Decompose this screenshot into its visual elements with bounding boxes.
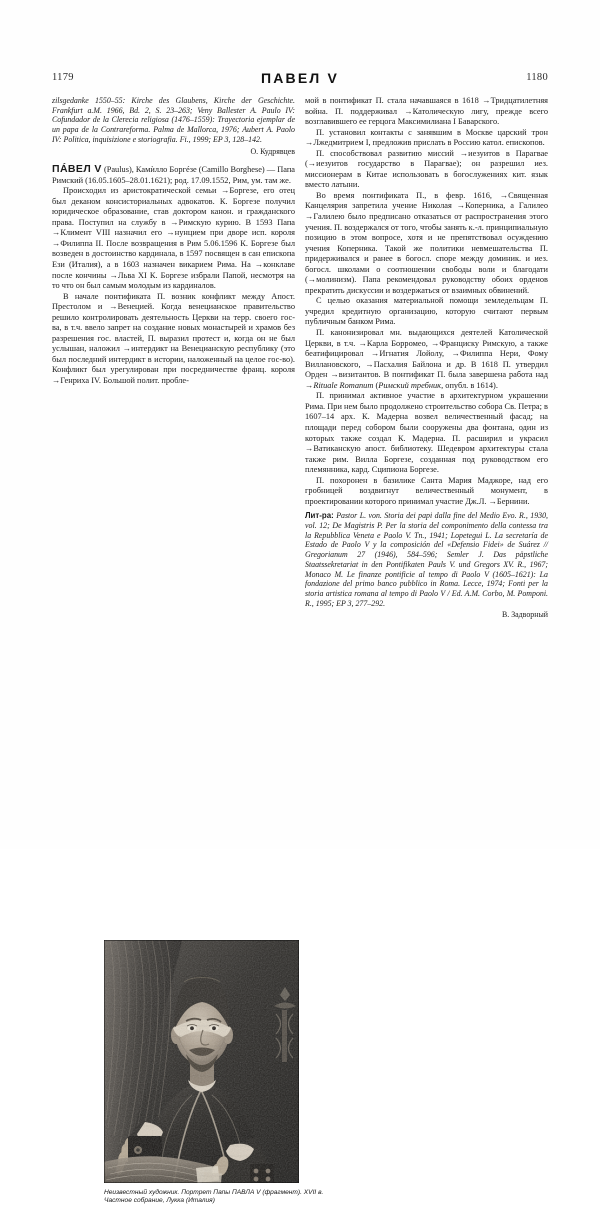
entry-lemma: ПÁВЕЛ V bbox=[52, 163, 102, 176]
previous-entry-signature: О. Кудрявцев bbox=[250, 146, 295, 156]
entry-heading-paragraph bbox=[52, 164, 295, 186]
figure-caption: Неизвестный художник. Портрет Папы ПАВЛА V (фрагмент). XVII в. Частное собрание, Лукка (Италия) bbox=[104, 1189, 324, 1205]
right-column bbox=[305, 96, 548, 621]
portrait-figure bbox=[104, 940, 324, 1206]
canonizations-text-post: , опубл. в 1614). bbox=[441, 380, 498, 390]
right-paragraph-5: С целью оказания материальной помощи земледельцам П. учредил кредитную организацию, которую считают первым публичным банком Рима. bbox=[305, 296, 548, 327]
right-paragraph-burial: П. похоронен в базилике Санта Мария Маджоре, над его гробницей воздвигнут величественный монумент, в проектировании которого принимал участие Дж.Л. →Бернини. bbox=[305, 475, 548, 506]
folio-number-right: 1180 bbox=[526, 72, 548, 83]
bibliography-text: Pastor L. von. Storia dei papi dalla fine del Medio Evo. R., 1930, vol. 12; De Magistris P. Per la storia del componimento della contessa tra la Repubblica Veneta e Paolo V. Tn., 1941; Lopetegui L. La secretaría de Estado de Paolo V y la composición del «Defensio Fidei» de Suárez // Gregorianum 27 (1946), 584–596; Semler J. Das päpstliche Staatssekretariat in den Pontifikaten Pauls V. und Gregors XV. R., 1967; Monaco M. Le finanze pontificie al tempo di Paolo V (1605–1621): La fondazione del primo banco pubblico in Roma. Lecce, 1974; Fonti per la storia artistica romana al tempo di Paolo V / Ed. A.M. Corbo, M. Pomponi. R., 1995; EP 3, 277–292. bbox=[305, 511, 548, 608]
right-paragraph-1: мой в понтификат П. стала начавшаяся в 1618 →Тридцатилетняя война. П. поддерживал →Католическую лигу, прежде всего возглавившего ее герцога Максимилиана I Баварского. bbox=[305, 96, 548, 127]
previous-entry-bibliography: zilsgedanke 1550–55: Kirche des Glaubens, Kirche der Geschichte. Frankfurt a.M. 1966, Bd. 2, S. 23–263; Veny Ballester A. Paulo IV: Cofundador de la Clerecia religiosa (1476–1559): Trayectoria ejemplar de un papa de la Contrareforma. Palma de Mallorca, 1976; Aubert A. Paolo IV: Politica, inquisizione e storiografia. Fi., 1999; EP 3, 128–142. bbox=[52, 96, 295, 144]
canonizations-text-mid: ( bbox=[373, 380, 379, 390]
rituale-romanum-title: Rituale Romanum bbox=[313, 380, 374, 390]
entry-bibliography bbox=[305, 511, 548, 608]
canonizations-text-pre: П. канонизировал мн. выдающихся деятелей Католической Церкви, в т.ч. →Карла Борромео, →Франциску Римскую, а также беатифицировал →Игнатия Лойолу, →Филиппа Нери, Фому Виллановского, →Пасхалия Байлона и др. В 1618 П. утвердил Орден →визитантов. В понтификат П. была завершена работа над → bbox=[305, 328, 548, 390]
entry-paragraph-1: Происходил из аристократической семьи →Боргезе, его отец был деканом консисториальных адвокатов. К. Боргезе получил юридическое образование, став доктором канон. и гражданского права. Поступил на службу в →Римскую курию. В 1593 Папа →Климент VIII назначил его →нунцием при дворе исп. короля →Филиппа II. После возвращения в Рим 5.06.1596 К. Боргезе был возведен в достоинство кардинала, в 1597 посвящен в сан епископа Ези (Италия), а в 1603 назначен викарием Рима. На →конклаве после кончины →Льва XI К. Боргезе избрали Папой, несмотря на то что он был самым молодым из кардиналов. bbox=[52, 186, 295, 291]
entry-signature: В. Задворный bbox=[502, 610, 548, 620]
folio-number-left: 1179 bbox=[52, 72, 74, 83]
rituale-romanum-title-russian: Римский требник bbox=[378, 380, 442, 390]
right-paragraph-canonizations bbox=[305, 328, 548, 391]
right-paragraph-2: П. установил контакты с занявшим в Москве царский трон →Лжедмитрием I, предложив прислать в Россию катол. епископов. bbox=[305, 127, 548, 148]
page-header bbox=[52, 72, 548, 92]
entry-paragraph-2: В начале понтификата П. возник конфликт между Апост. Престолом и →Венецией. Когда венецианское правительство решило контролировать деятельность Церкви на терр. своего гос-ва, в т.ч. ввело запрет на создание новых монастырей и храмов без разрешения гос. властей, П. выразил протест и, когда он не был услышан, наложил →интердикт на Венецианскую республику (это был последний интердикт в истории, наложенный на целое гос-во). Конфликт был урегулирован при посредничестве франц. короля →Генриха IV. Большой полит. пробле- bbox=[52, 291, 295, 385]
right-paragraph-3: П. способствовал развитию миссий →иезуитов в Парагвае (→иезуитов государство в Парагвае); он разрешил иез. миссионерам в Китае использовать в богослужениях кит. язык вместо латыни. bbox=[305, 148, 548, 190]
running-title: ПАВЕЛ V bbox=[260, 70, 340, 86]
right-paragraph-architecture: П. принимал активное участие в архитектурном украшении Рима. При нем было продолжено строительство собора Св. Петра; в 1607–14 арх. К. Мадерна возвел величественный фасад; на площади перед собором были сооружены два фонтана, один из которых также создал К. Мадерна. П. расширил и украсил →Ватиканскую апост. библиотеку. Шедевром архитектуры стала также рим. Вилла Боргезе, созданная под руководством его племянника, кард. Сципиона Боргезе. bbox=[305, 391, 548, 475]
left-column bbox=[52, 96, 295, 387]
bibliography-label: Лит-ра: bbox=[305, 511, 334, 521]
right-paragraph-4: Во время понтификата П., в февр. 1616, →Священная Канцелярия запретила учение Николая →Коперника, а Галилео →Галилею было предписано отказаться от распространения этого учения. П. воздержался от того, чтобы занять к.-л. принципиальную позицию в этом вопросе, хотя и не препятствовал осуждению учения Коперника. Такой же политики невмешательства П. придерживался и ранее в богосл. споре между доминик. и иез. богосл. школами о соотношении свободы воли и благодати (→молинизм). Папа рекомендовал руководству обоих орденов прекратить дискуссии и воздержаться от взаимных обвинений. bbox=[305, 190, 548, 295]
entry-heading-rest: (Paulus), Камѝлло Боргéзе (Camillo Borghese) — Папа Римский (16.05.1605–28.01.1621); род. 17.09.1552, Рим, ум. там же. bbox=[52, 165, 296, 185]
pope-paul-v-portrait-engraving bbox=[104, 940, 299, 1183]
